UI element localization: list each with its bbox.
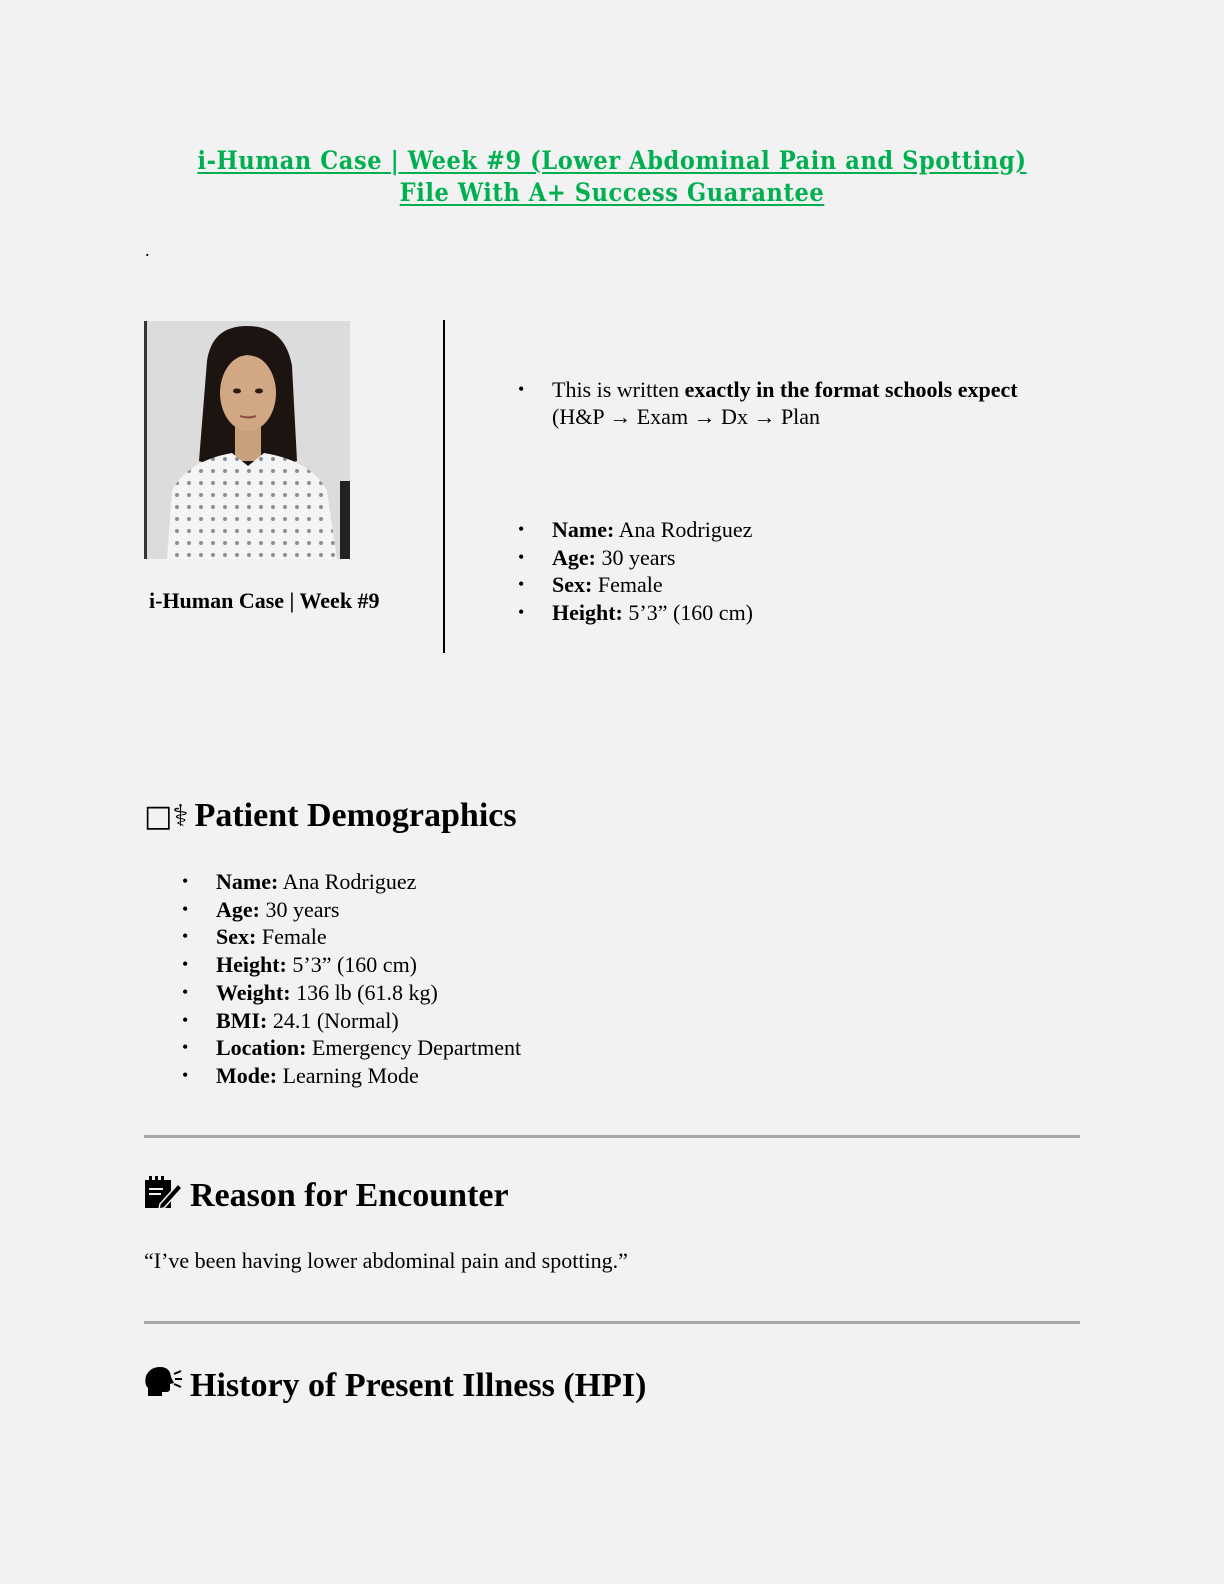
section-divider [144,1135,1080,1138]
item-value: Female [256,924,327,950]
list-item [182,868,521,896]
bullet: • [518,519,525,539]
photo-caption: i-Human Case | Week #9 [149,588,380,613]
list-item [182,923,521,951]
patient-portrait-image [147,321,350,559]
intro-text: This is written [552,377,685,402]
item-label: Age: [552,544,596,570]
item-value: 30 years [595,544,676,570]
list-item [182,1007,521,1035]
demographics-list [182,868,522,1090]
bullet: • [518,574,525,595]
item-value: Female [592,572,663,598]
item-value: 5’3” (160 cm) [286,952,418,978]
bullet: • [518,379,525,399]
hpi-heading [144,1366,646,1410]
bullet: • [182,1009,189,1030]
item-label: Location: [216,1035,307,1061]
item-value: Ana Rodriguez [278,869,417,894]
item-value: Ana Rodriguez [614,517,753,542]
title-line-1[interactable]: i-Human Case | Week #9 (Lower Abdominal Pain and Spotting) [197,146,1027,175]
list-item [518,544,753,572]
item-label: Height: [552,600,623,626]
list-item [182,951,521,979]
medical-icon: □⚕ [144,799,189,834]
item-value: 5’3” (160 cm) [622,600,754,626]
title-line-2[interactable]: File With A+ Success Guarantee [399,178,825,207]
reason-title: Reason for Encounter [190,1177,509,1214]
item-label: BMI: [216,1007,268,1033]
item-label: Height: [216,952,287,978]
item-label: Sex: [216,924,257,950]
list-item [518,516,753,544]
bullet: • [182,926,189,947]
intro-line-2: (H&P → Exam → Dx → Plan [552,404,821,429]
list-item [518,599,754,627]
item-value: 136 lb (61.8 kg) [290,979,438,1005]
list-item [182,979,521,1007]
reason-heading [144,1176,509,1220]
bullet: • [518,546,525,567]
quick-info-list [518,516,754,627]
item-value: Learning Mode [277,1062,419,1088]
bullet: • [182,981,189,1002]
column-divider [443,320,445,653]
bullet: • [182,898,189,919]
bullet: • [182,1064,189,1085]
list-item [182,1062,521,1090]
item-label: Mode: [216,1062,278,1088]
list-item [182,1034,522,1062]
bullet: • [518,602,525,623]
hpi-title: History of Present Illness (HPI) [190,1367,647,1404]
bullet: • [182,871,189,891]
item-value: 24.1 (Normal) [267,1007,399,1033]
patient-photo [144,321,350,559]
document-title[interactable] [144,145,1080,209]
intro-list [518,376,1072,430]
bullet: • [182,1037,189,1058]
list-item [182,896,521,924]
section-divider [144,1321,1080,1324]
intro-item [518,376,1072,430]
memo-icon [144,1176,182,1220]
chief-complaint-quote: “I’ve been having lower abdominal pain and spotting.” [144,1248,628,1273]
item-label: Name: [552,517,615,542]
item-value: 30 years [259,896,340,922]
demographics-title: Patient Demographics [194,797,517,834]
stray-period: . [145,240,150,260]
item-label: Name: [216,869,279,894]
item-label: Sex: [552,572,593,598]
demographics-heading [144,796,517,837]
item-label: Age: [216,896,260,922]
intro-bold: exactly in the format schools expect [684,377,1018,402]
item-value: Emergency Department [306,1035,522,1061]
speaking-head-icon [144,1366,182,1410]
bullet: • [182,954,189,975]
list-item [518,571,753,599]
item-label: Weight: [216,979,291,1005]
